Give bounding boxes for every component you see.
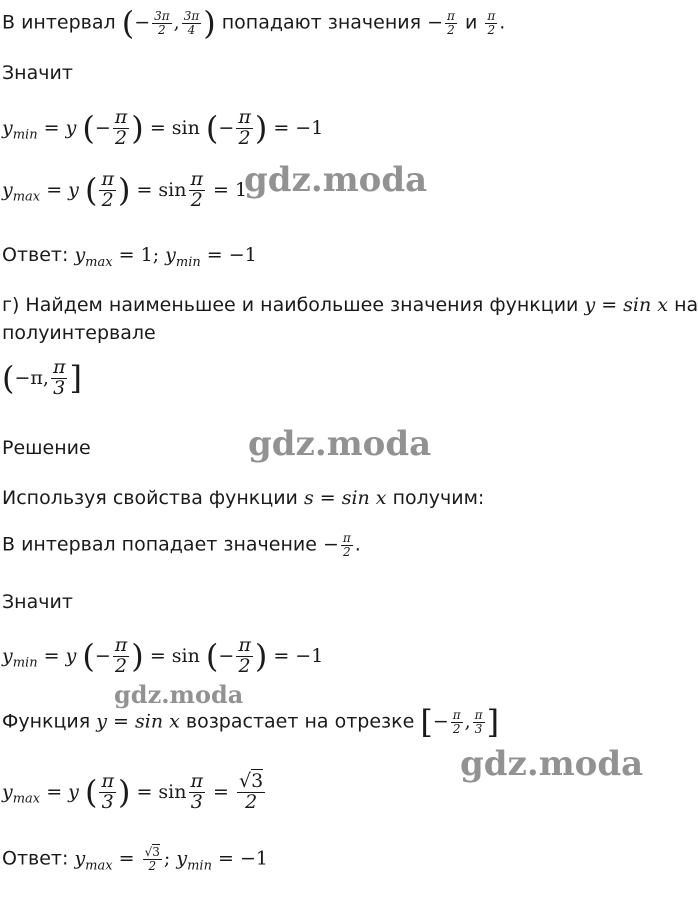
line-znachit-1: [2, 62, 73, 85]
line-answer-1: Ответ: $y_{max} = 1$; $y_{min} = -1$: [2, 244, 257, 270]
answer-label: Ответ:: [2, 244, 69, 266]
watermark: gdz.moda: [460, 744, 644, 784]
answer-label: Ответ:: [2, 847, 69, 870]
line-ymax-2: $y_{max} = y$ ( $\frac{\pi}{3}$ ) = sin $\frac{\pi}{3}$ = $\frac{√3}{2}$: [2, 770, 264, 813]
text: попадают значения: [221, 11, 422, 34]
fraction: $\frac{\pi}{2}$: [487, 9, 496, 37]
line-task-g-2: полуинтервале: [2, 322, 156, 344]
line-reshenie: Решение: [2, 437, 91, 459]
line-value-falls: В интервал попадает значение − $\frac{\pi}{2}$ .: [2, 531, 361, 559]
line-task-g: г) Найдем наименьшее и наибольшее значения функции y = sin x на: [2, 294, 698, 316]
text: Значит: [2, 62, 73, 84]
line-ymin-2: $y_{min} = y$ (− $\frac{\pi}{2}$ ) = sin (− $\frac{\pi}{2}$ ) = −1: [2, 634, 324, 677]
text: и: [464, 11, 478, 34]
line-increasing: Функция y = sin x возрастает на отрезке [− $\frac{\pi}{2}$ , $\frac{\pi}{3}$ ]: [2, 703, 500, 741]
paren-close: ): [203, 4, 216, 42]
watermark: gdz.moda: [248, 424, 432, 464]
watermark: gdz.moda: [244, 160, 428, 200]
line-half-interval: (−π, $\frac{\pi}{3}$ ]: [2, 356, 82, 399]
line-answer-2: Ответ: $y_{max}$ = $\frac{√3}{2}$ ; $y_{min} = -1$: [2, 845, 268, 874]
line-interval-intro: В интервал (− $\frac{3\pi}{2}$ , $\frac{3\pi}{4}$ ) попадают значения − $\frac{\pi}{2}$ и $\frac{\pi}{2}$ .: [2, 4, 506, 42]
line-ymin-1: $y_{min} = y$ (− $\frac{\pi}{2}$ ) = sin (− $\frac{\pi}{2}$ ) = −1: [2, 106, 324, 149]
fraction: $\frac{3\pi}{2}$: [154, 9, 170, 37]
line-znachit-2: Значит: [2, 591, 73, 613]
watermark: gdz.moda: [114, 680, 244, 709]
fraction: $\frac{\pi}{2}$: [447, 9, 455, 37]
line-ymax-1: $y_{max} = y$ ( $\frac{\pi}{2}$ ) = sin $\frac{\pi}{2}$ = 1: [2, 168, 248, 211]
text: В интервал: [2, 11, 116, 34]
fraction: $\frac{3\pi}{4}$: [183, 9, 200, 37]
line-using-props: Используя свойства функции s = sin x получим:: [2, 487, 485, 509]
paren-open: (: [121, 4, 135, 42]
